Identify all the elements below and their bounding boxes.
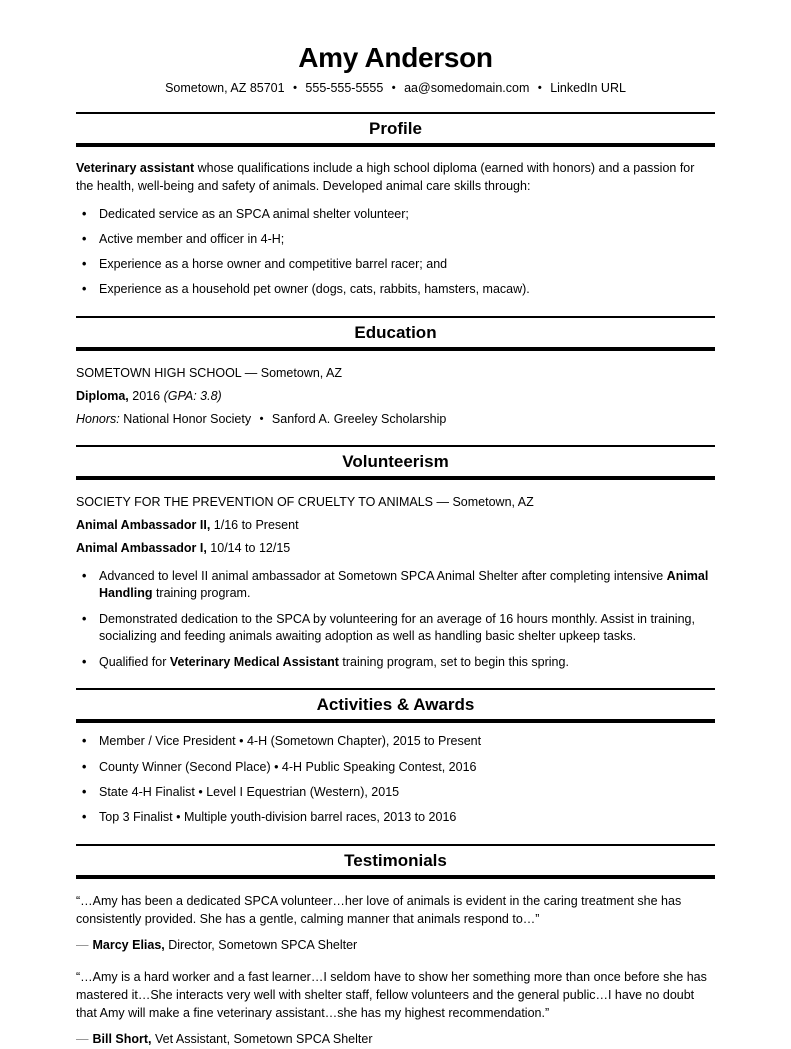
list-item bbox=[99, 256, 715, 274]
profile-bullet-text: Experience as a household pet owner (dogs, cats, rabbits, hamsters, macaw). bbox=[99, 282, 530, 297]
dot-separator: • bbox=[537, 82, 542, 94]
list-item bbox=[99, 281, 715, 299]
degree-name: Diploma, bbox=[76, 388, 129, 403]
testimonial-attribution bbox=[76, 1031, 715, 1049]
honors-label: Honors: bbox=[76, 411, 120, 426]
volunteerism-bullet-list bbox=[76, 568, 715, 672]
list-item bbox=[99, 611, 715, 647]
contact-location: Sometown, AZ 85701 bbox=[165, 81, 285, 95]
volunteer-role bbox=[76, 517, 715, 535]
profile-lead-rest: whose qualifications include a high school diploma (earned with honors) and a passion for the health, well-being and safety of animals. Developed animal care skills through: bbox=[76, 161, 695, 193]
activities-bullet-list bbox=[76, 733, 715, 827]
role-dates: 10/14 to 12/15 bbox=[206, 540, 291, 555]
bullet-text-pre: Advanced to level II animal ambassador at Sometown SPCA Animal Shelter after completing intensive bbox=[99, 568, 667, 583]
testimonials-section-body bbox=[76, 893, 715, 1049]
volunteer-org: SOCIETY FOR THE PREVENTION OF CRUELTY TO ANIMALS — Sometown, AZ bbox=[76, 495, 534, 510]
education-school: SOMETOWN HIGH SCHOOL — Sometown, AZ bbox=[76, 366, 343, 380]
list-item bbox=[99, 654, 715, 672]
dot-separator: • bbox=[391, 82, 396, 94]
bullet-text-post: training program. bbox=[152, 586, 251, 601]
bullet-text-post: training program, set to begin this spring. bbox=[338, 654, 569, 669]
list-item bbox=[99, 784, 715, 802]
person-name: Amy Anderson bbox=[298, 42, 493, 73]
attribution-role: Vet Assistant, Sometown SPCA Shelter bbox=[151, 1032, 373, 1047]
profile-bullet-text: Experience as a horse owner and competitive barrel racer; and bbox=[99, 257, 448, 271]
education-honors bbox=[76, 411, 715, 429]
contact-email: aa@somedomain.com bbox=[404, 81, 530, 95]
profile-bullet-list bbox=[76, 206, 715, 300]
attribution-name: Bill Short, bbox=[92, 1032, 152, 1047]
list-item bbox=[99, 206, 715, 224]
role-title: Animal Ambassador I, bbox=[76, 540, 207, 555]
list-item bbox=[99, 733, 715, 751]
contact-linkedin: LinkedIn URL bbox=[550, 81, 626, 95]
role-title: Animal Ambassador II, bbox=[76, 518, 211, 532]
testimonial-quote: “…Amy has been a dedicated SPCA volunteer…her love of animals is evident in the caring treatment she has consistently provided. She has a gentle, calming manner that animals respond to…” bbox=[76, 893, 682, 926]
education-degree bbox=[76, 388, 715, 406]
honors-item: National Honor Society bbox=[119, 411, 255, 426]
list-item bbox=[99, 231, 715, 249]
activity-bullet-text: State 4-H Finalist • Level I Equestrian (Western), 2015 bbox=[99, 784, 400, 799]
list-item bbox=[99, 759, 715, 777]
section-header-activities-awards: Activities & Awards bbox=[76, 688, 715, 723]
dot-separator: • bbox=[259, 412, 264, 425]
profile-summary bbox=[76, 160, 715, 196]
contact-phone: 555-555-5555 bbox=[305, 81, 384, 95]
bullet-text-bold: Veterinary Medical Assistant bbox=[169, 654, 339, 669]
section-header-education: Education bbox=[76, 316, 715, 351]
attribution-dash: — bbox=[76, 1032, 89, 1047]
bullet-text-bold: Animal Handling bbox=[99, 568, 709, 601]
activity-bullet-text: Member / Vice President • 4-H (Sometown Chapter), 2015 to Present bbox=[99, 734, 482, 749]
section-header-testimonials: Testimonials bbox=[76, 844, 715, 879]
activity-bullet-text: Top 3 Finalist • Multiple youth-division barrel races, 2013 to 2016 bbox=[99, 810, 457, 824]
profile-bullet-text: Dedicated service as an SPCA animal shelter volunteer; bbox=[99, 206, 409, 221]
profile-bullet-text: Active member and officer in 4-H; bbox=[99, 231, 285, 246]
degree-year: 2016 bbox=[128, 388, 164, 403]
section-header-profile: Profile bbox=[76, 112, 715, 147]
profile-section-body bbox=[76, 160, 715, 299]
attribution-dash: — bbox=[76, 938, 89, 953]
role-dates: 1/16 to Present bbox=[210, 518, 299, 532]
profile-lead-bold: Veterinary assistant bbox=[76, 161, 195, 175]
testimonial-attribution bbox=[76, 937, 715, 955]
bullet-text-pre: Demonstrated dedication to the SPCA by volunteering for an average of 16 hours monthly. Assist in training, socializing and feeding animals awaiting adoption as well as handling basic shelter upkeep tasks. bbox=[99, 611, 695, 644]
contact-line bbox=[76, 81, 715, 95]
activities-section-body bbox=[76, 733, 715, 827]
education-section-body bbox=[76, 365, 715, 428]
list-item bbox=[99, 568, 715, 604]
section-header-volunteerism: Volunteerism bbox=[76, 445, 715, 480]
testimonial-quote: “…Amy is a hard worker and a fast learner…I seldom have to show her something more than once before she has mastered it…She interacts very well with shelter staff, fellow volunteers and the general public…I have no doubt that Amy will make a fine veterinary assistant…she has my highest recommendation.” bbox=[76, 970, 707, 1020]
activity-bullet-text: County Winner (Second Place) • 4-H Public Speaking Contest, 2016 bbox=[99, 759, 477, 774]
dot-separator: • bbox=[293, 82, 297, 94]
attribution-name: Marcy Elias, bbox=[92, 938, 165, 953]
attribution-role: Director, Sometown SPCA Shelter bbox=[164, 938, 358, 953]
volunteer-role bbox=[76, 540, 715, 558]
degree-gpa: (GPA: 3.8) bbox=[163, 388, 222, 403]
list-item bbox=[99, 809, 715, 827]
volunteerism-section-body bbox=[76, 494, 715, 671]
honors-item: Sanford A. Greeley Scholarship bbox=[268, 411, 447, 426]
bullet-text-pre: Qualified for bbox=[99, 654, 170, 669]
